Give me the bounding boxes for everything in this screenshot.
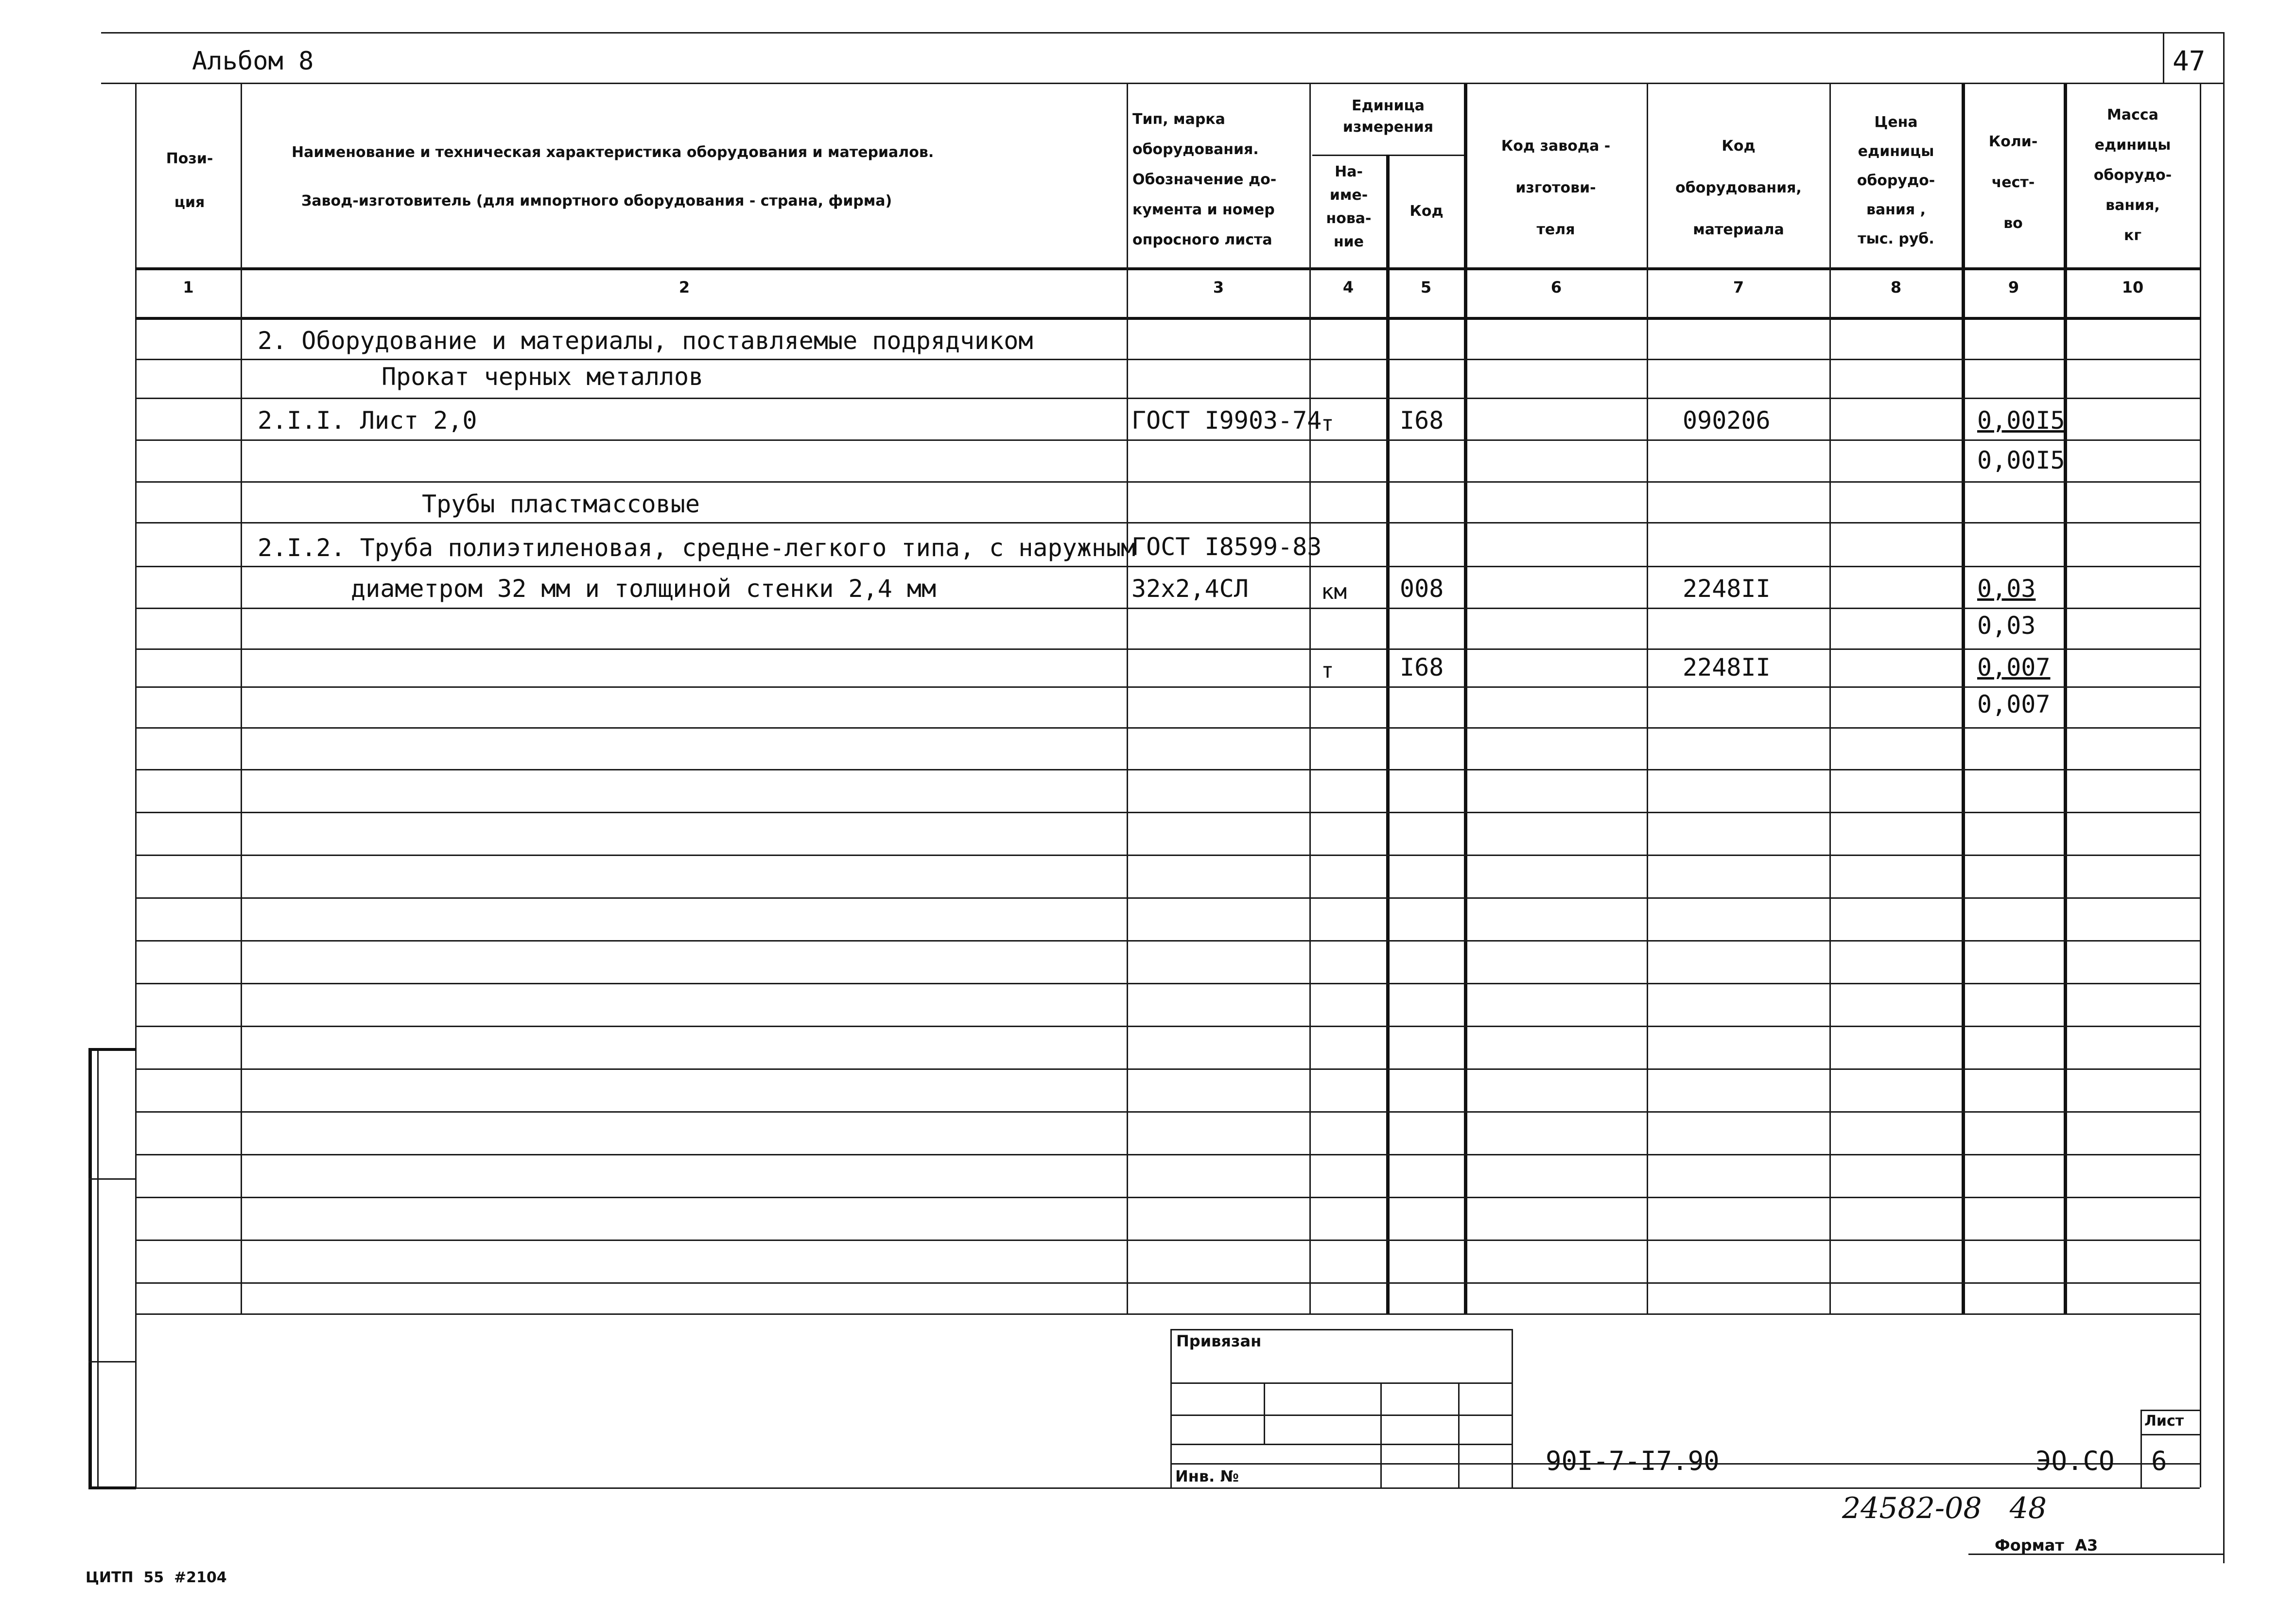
col-number-4: 4 [1342, 278, 1354, 297]
item2-qty-bottom: 0,03 [1977, 611, 2036, 640]
row-line [135, 481, 2200, 483]
item2-doc-line1: ГОСТ I8599-83 [1131, 533, 1322, 561]
subsection-pipes: Трубы пластмассовые [422, 490, 700, 518]
item2-unit-code: 008 [1400, 575, 1444, 603]
header-col6: Код завода - изготови- теля [1501, 138, 1611, 238]
row-line [135, 1068, 2200, 1070]
top-rule [101, 32, 2224, 34]
item2-name-line1: 2.I.2. Труба полиэтиленовая, средне-легкого типа, с наружным [258, 534, 1136, 562]
row-line [135, 1111, 2200, 1113]
handwritten-number: 24582-08 48 [1842, 1491, 2047, 1525]
header-col5: Код [1409, 203, 1444, 220]
header-col10: Масса единицы оборудо- вания, кг [2093, 106, 2172, 244]
row-line [135, 1197, 2200, 1198]
section-title: 2. Оборудование и материалы, поставляемые подрядчиком [258, 327, 1033, 355]
table-bottom-rule [135, 1313, 2200, 1315]
row-line [135, 1026, 2200, 1027]
frame-bottom [135, 1487, 2200, 1489]
item1-qty-bottom: 0,00I5 [1977, 446, 2065, 474]
row-line [135, 359, 2200, 360]
stamp-inv-no: Инв. № [1175, 1467, 1239, 1485]
item1-unit-code: I68 [1400, 406, 1444, 435]
header-col7: Код оборудования, материала [1675, 138, 1802, 238]
item3-unit: т [1321, 658, 1334, 683]
row-line [135, 522, 2200, 524]
row-line [135, 648, 2200, 650]
item3-code: 2248II [1683, 653, 1771, 681]
row-line [135, 1240, 2200, 1241]
item3-qty-top: 0,007 [1977, 653, 2051, 681]
col-line-1 [241, 84, 242, 1313]
row-line [135, 727, 2200, 729]
row-line [135, 897, 2200, 899]
stamp-sheet-number: 6 [2151, 1446, 2167, 1476]
row-line [135, 608, 2200, 609]
header-col9: Коли- чест- во [1988, 133, 2038, 232]
row-line [135, 566, 2200, 567]
header-col8: Цена единицы оборудо- вания , тыс. руб. [1857, 114, 1935, 247]
stamp-sheet-label: Лист [2144, 1413, 2184, 1430]
col-number-2: 2 [678, 278, 690, 297]
item1-unit: т [1321, 411, 1334, 436]
row-line [135, 983, 2200, 984]
album-label: Альбом 8 [192, 47, 314, 76]
row-line [135, 940, 2200, 942]
item1-qty-top: 0,00I5 [1977, 406, 2065, 435]
item2-doc-line2: 32х2,4СЛ [1131, 575, 1249, 603]
item2-code: 2248II [1683, 575, 1771, 603]
item1-doc: ГОСТ I9903-74 [1131, 406, 1322, 435]
col-number-5: 5 [1420, 278, 1432, 297]
item3-unit-code: I68 [1400, 653, 1444, 681]
row-line [135, 398, 2200, 399]
stamp-doc-code: 90I-7-I7.90 [1546, 1446, 1720, 1476]
item2-unit: км [1321, 579, 1347, 604]
numbers-bottom-rule [135, 317, 2201, 320]
header-col3: Тип, марка оборудования. Обозначение до- кумента и номер опросного листа [1132, 111, 1277, 248]
col-number-1: 1 [183, 278, 194, 297]
col-line-7 [1829, 84, 1831, 1313]
col-line-9 [2064, 84, 2067, 1313]
col-number-10: 10 [2122, 278, 2144, 297]
header-col2: Наименование и техническая характеристика оборудования и материалов. Завод-изготовитель (для импортного оборудования - страна, фирма) [292, 144, 934, 210]
row-line [135, 1282, 2200, 1284]
stamp-privyazan: Привязан [1176, 1332, 1262, 1350]
col-line-6 [1647, 84, 1648, 1313]
page-number: 47 [2173, 46, 2206, 77]
row-line [135, 812, 2200, 813]
row-line [135, 686, 2200, 688]
col-line-5 [1464, 84, 1467, 1313]
col-line-2 [1127, 84, 1128, 1313]
row-line [135, 855, 2200, 856]
header-bottom-rule [135, 267, 2201, 270]
col-number-7: 7 [1733, 278, 1744, 297]
col-number-9: 9 [2008, 278, 2019, 297]
col-line-3 [1309, 84, 1311, 1313]
header-col1: Пози- ция [166, 150, 213, 211]
format-label: Формат А3 [1995, 1536, 2098, 1555]
frame-top [101, 83, 2224, 84]
row-line [135, 769, 2200, 770]
item2-qty-top: 0,03 [1977, 575, 2036, 603]
col-number-8: 8 [1890, 278, 1902, 297]
col-line-8 [1962, 84, 1965, 1313]
page-number-box-left [2163, 32, 2164, 84]
col-line-4 [1386, 155, 1390, 1313]
frame-right [2200, 84, 2201, 1487]
stamp-sheet-code: ЭО.СО [2035, 1446, 2115, 1476]
header-unit-group: Единица измерения [1342, 97, 1434, 136]
subsection-metals: Прокат черных металлов [382, 363, 704, 391]
row-line [135, 1154, 2200, 1155]
row-line [135, 439, 2200, 441]
header-col4: На- име- нова- ние [1326, 163, 1372, 250]
printer-mark: ЦИТП 55 #2104 [86, 1569, 227, 1586]
col-number-3: 3 [1213, 278, 1224, 297]
item3-qty-bottom: 0,007 [1977, 690, 2051, 718]
frame-right-outer [2223, 32, 2225, 1563]
item2-name-line2: диаметром 32 мм и толщиной стенки 2,4 мм [351, 575, 937, 603]
col-number-6: 6 [1550, 278, 1562, 297]
item1-name: 2.I.I. Лист 2,0 [258, 406, 477, 435]
item1-code: 090206 [1683, 406, 1771, 435]
